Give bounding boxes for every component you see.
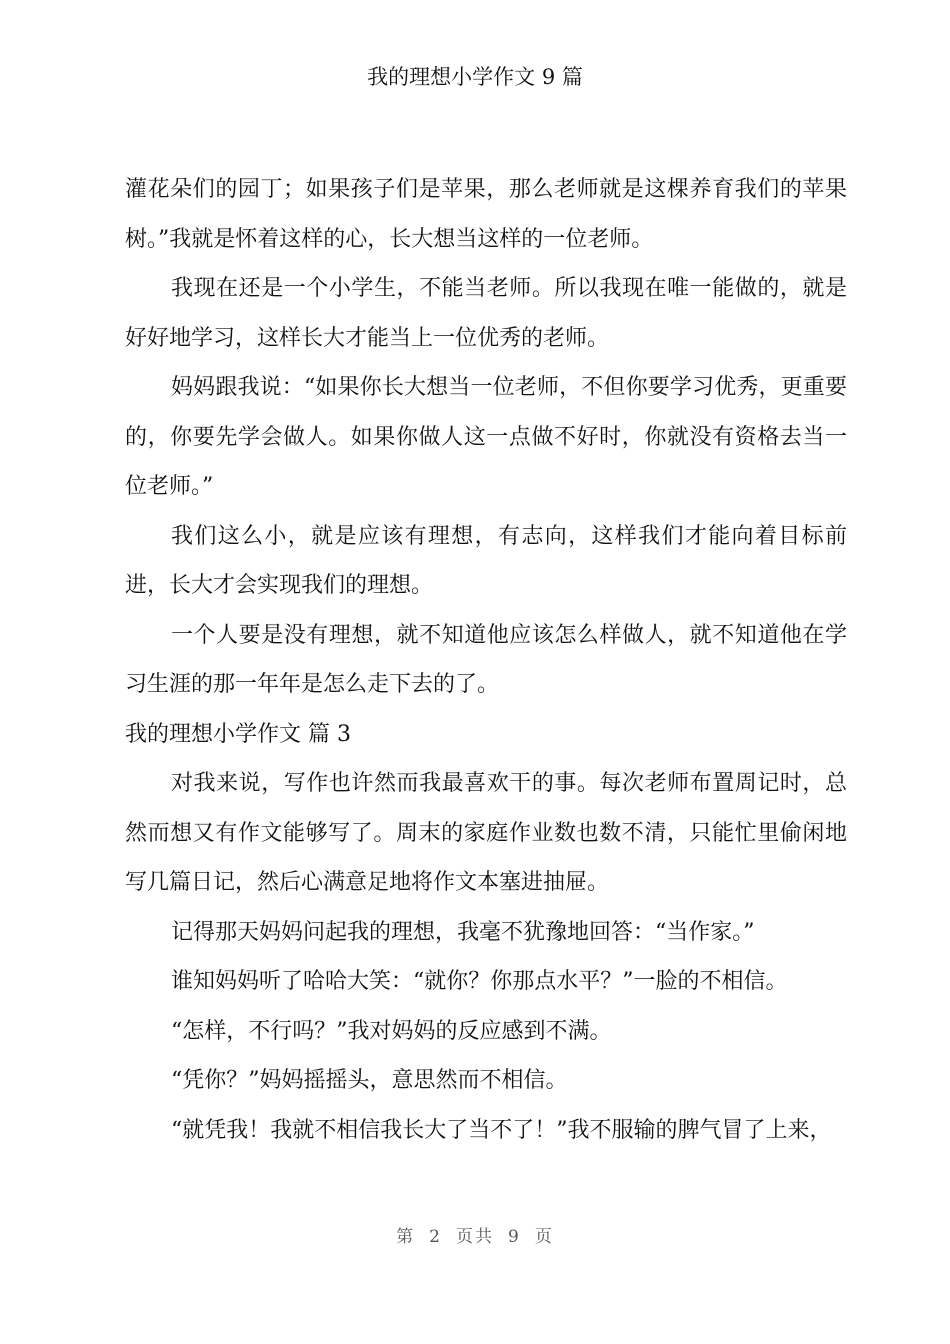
paragraph: “凭你？”妈妈摇摇头，意思然而不相信。	[171, 1068, 568, 1093]
paragraph: “怎样，不行吗？”我对妈妈的反应感到不满。	[171, 1018, 612, 1044]
current-page-number: 2	[429, 1227, 442, 1247]
paragraph: 我现在还是一个小学生，不能当老师。所以我现在唯一能做的，就是好好地学习，这样长大才能当上一位优秀的老师。	[125, 276, 847, 351]
paragraph: 记得那天妈妈问起我的理想，我毫不犹豫地回答：“当作家。”	[171, 919, 755, 945]
paragraph: 灌花朵们的园丁；如果孩子们是苹果，那么老师就是这棵养育我们的苹果树。”我就是怀着这样的心，长大想当这样的一位老师。	[125, 177, 847, 252]
paragraph: 妈妈跟我说：“如果你长大想当一位老师，不但你要学习优秀，更重要的，你要先学会做人。如果你做人这一点做不好时，你就没有资格去当一位老师。”	[125, 375, 847, 499]
paragraph: 我们这么小，就是应该有理想，有志向，这样我们才能向着目标前进，长大才会实现我们的理想。	[125, 523, 847, 598]
paragraph: 一个人要是没有理想，就不知道他应该怎么样做人，就不知道他在学习生涯的那一年年是怎么走下去的了。	[125, 622, 847, 697]
page-footer	[0, 1224, 950, 1250]
page-label-prefix: 第	[396, 1227, 416, 1247]
page-label-suffix: 页	[534, 1227, 554, 1247]
paragraph: 谁知妈妈听了哈哈大笑：“就你？你那点水平？”一脸的不相信。	[171, 969, 788, 994]
page-title: 我的理想小学作文 9 篇	[367, 65, 583, 89]
document-body	[125, 165, 847, 1155]
total-pages-number: 9	[508, 1227, 521, 1247]
page-label-mid: 页共	[456, 1227, 494, 1247]
paragraph: “就凭我！我就不相信我长大了当不了！”我不服输的脾气冒了上来，	[171, 1117, 832, 1143]
section-heading: 我的理想小学作文 篇 3	[125, 721, 351, 747]
paragraph: 对我来说，写作也许然而我最喜欢干的事。每次老师布置周记时，总然而想又有作文能够写了。周末的家庭作业数也数不清，只能忙里偷闲地写几篇日记，然后心满意足地将作文本塞进抽屉。	[125, 771, 847, 895]
